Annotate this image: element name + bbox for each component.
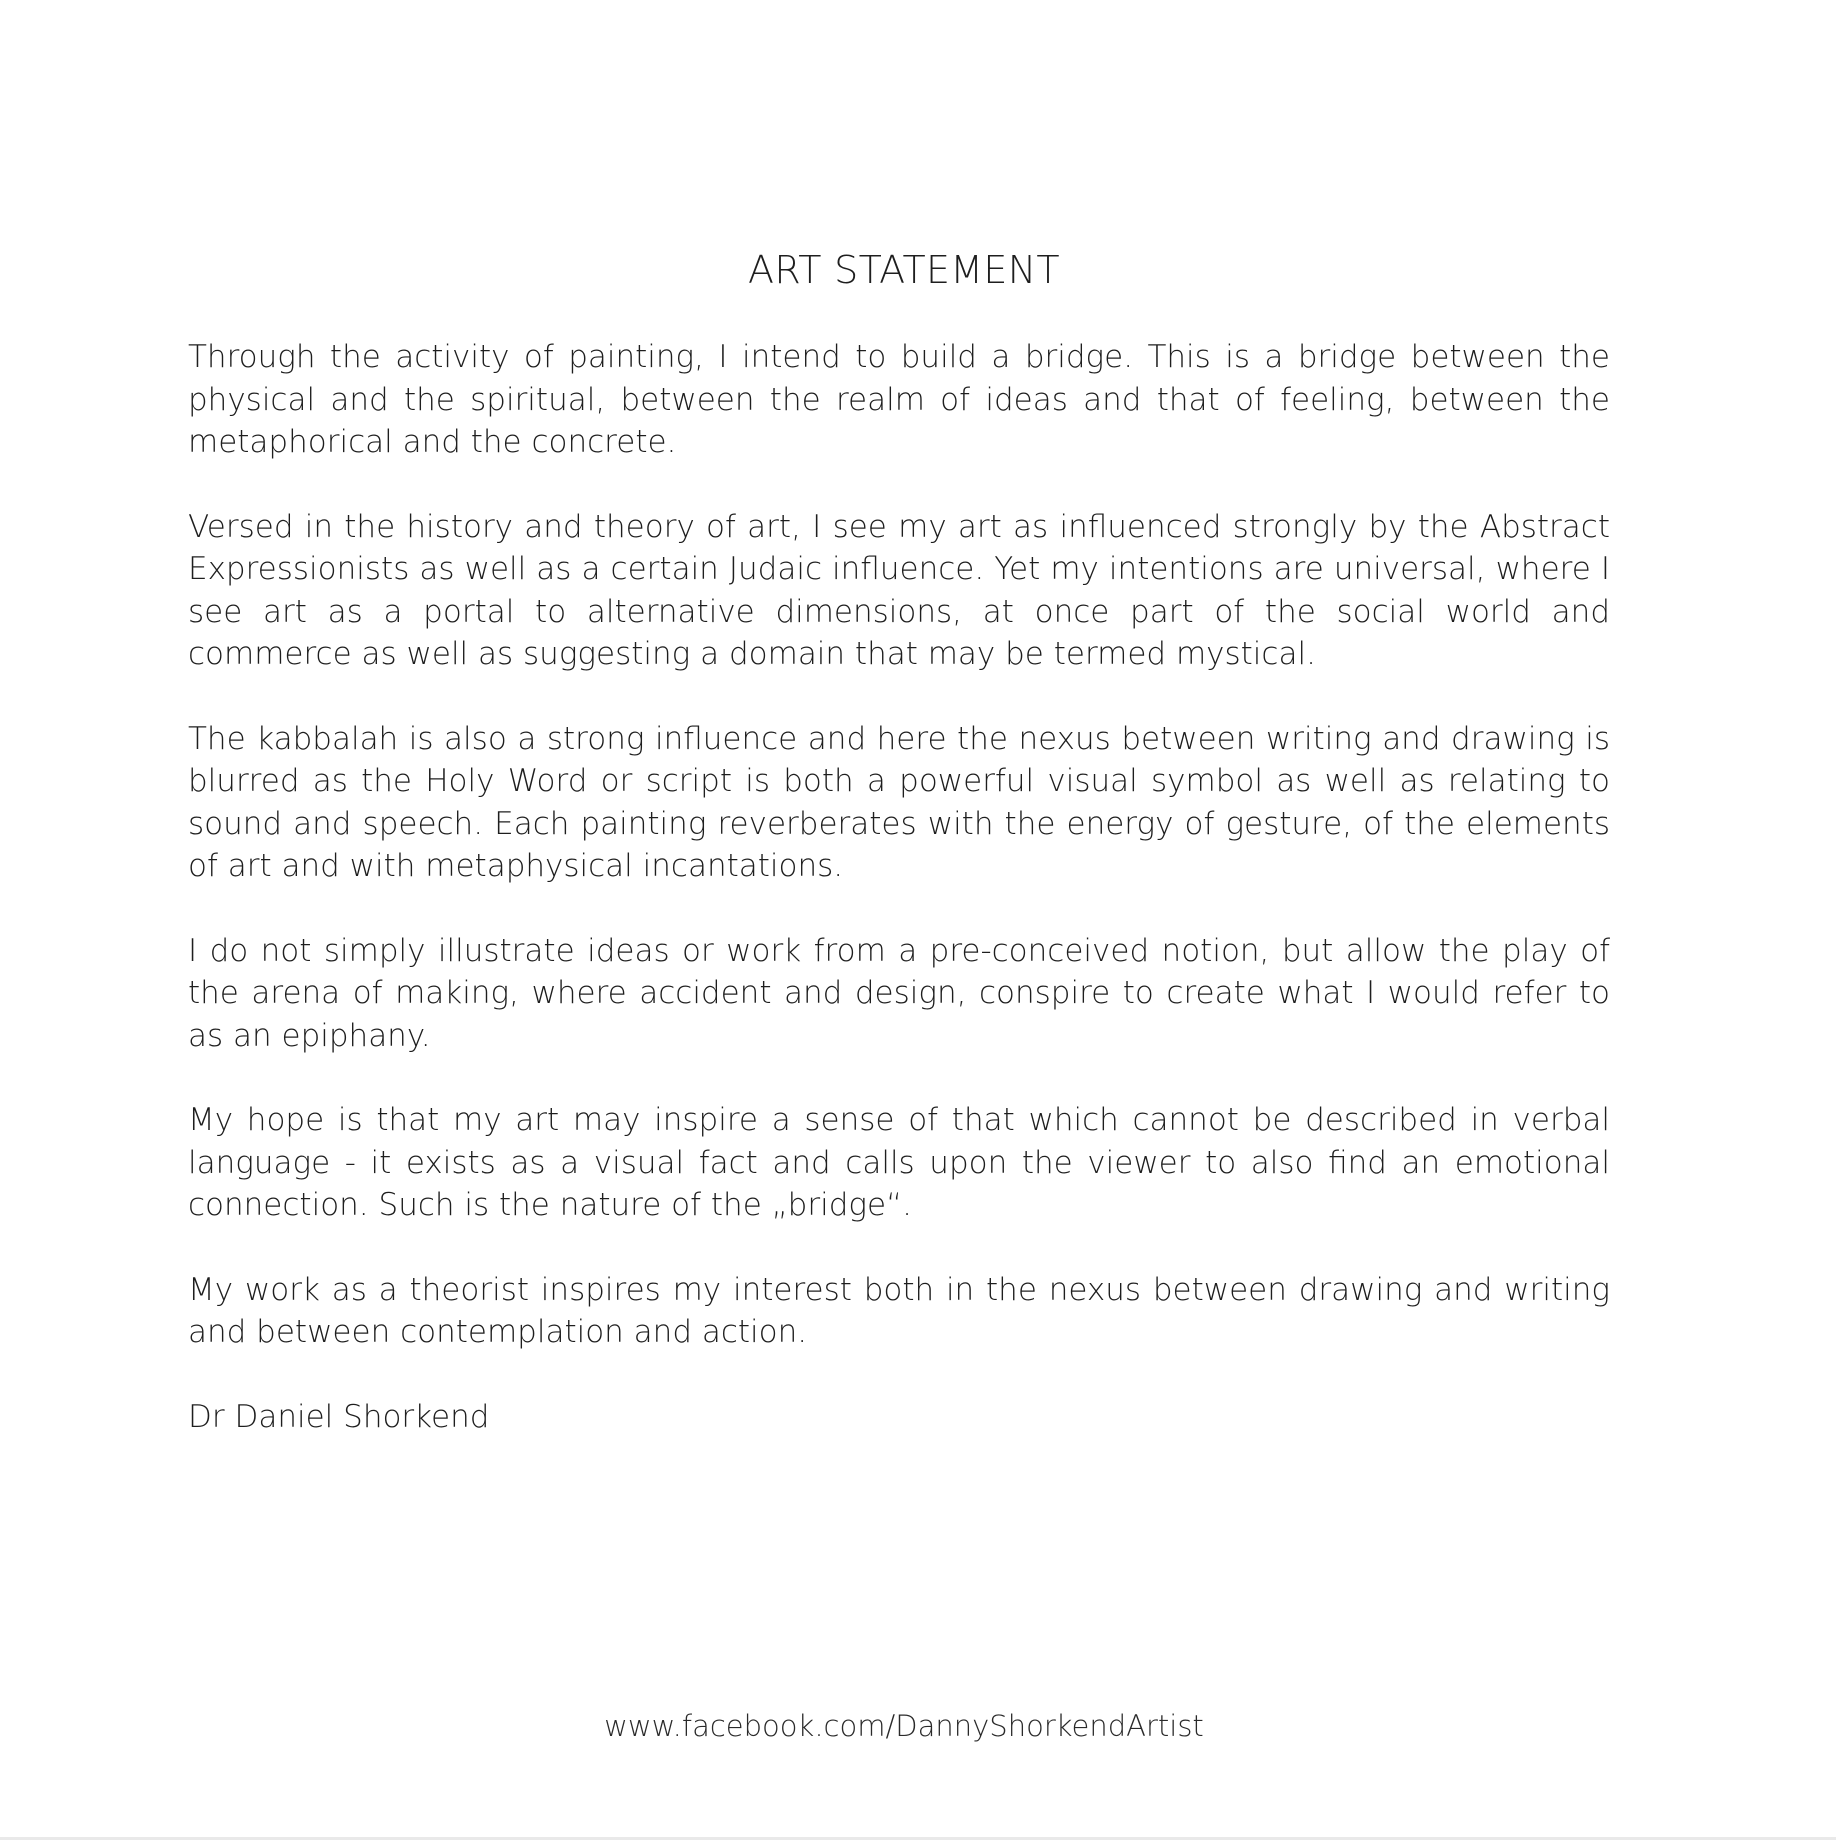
- paragraph-bridge: Through the activity of painting, I intend to build a bridge. This is a bridge between the physical and the spiritual, between the realm of ideas and that of feeling, between the metaphorical and the concrete.: [188, 339, 1610, 460]
- page-title: ART STATEMENT: [748, 248, 1060, 292]
- paragraph-hope: My hope is that my art may inspire a sense of that which cannot be described in verbal language - it exists as a visual fact and calls upon the viewer to also find an emotional connection. Such is the nature of the „bridge“.: [188, 1102, 1610, 1223]
- paragraph-process: I do not simply illustrate ideas or work from a pre-conceived notion, but allow the play of the arena of making, where accident and design, conspire to create what I would refer to as an epiphany.: [188, 932, 1610, 1054]
- facebook-link[interactable]: www.facebook.com/DannyShorkendArtist: [604, 1709, 1204, 1743]
- art-statement-body: [188, 336, 1610, 1480]
- paragraph-influences: Versed in the history and theory of art, I see my art as influenced strongly by the Abstract Expressionists as well as a certain Judaic influence. Yet my intentions are universal, where I see art as a portal to alternative dimensions, at once part of the social world and commerce as well as suggesting a domain that may be termed mystical.: [188, 508, 1610, 672]
- paragraph-theorist: My work as a theorist inspires my interest both in the nexus between drawing and writing and between contemplation and action.: [188, 1271, 1610, 1350]
- author-signature: Dr Daniel Shorkend: [188, 1398, 490, 1435]
- paragraph-kabbalah: The kabbalah is also a strong influence and here the nexus between writing and drawing is blurred as the Holy Word or script is both a powerful visual symbol as well as relating to sound and speech. Each painting reverberates with the energy of gesture, of the elements of art and with metaphysical incantations.: [188, 720, 1610, 884]
